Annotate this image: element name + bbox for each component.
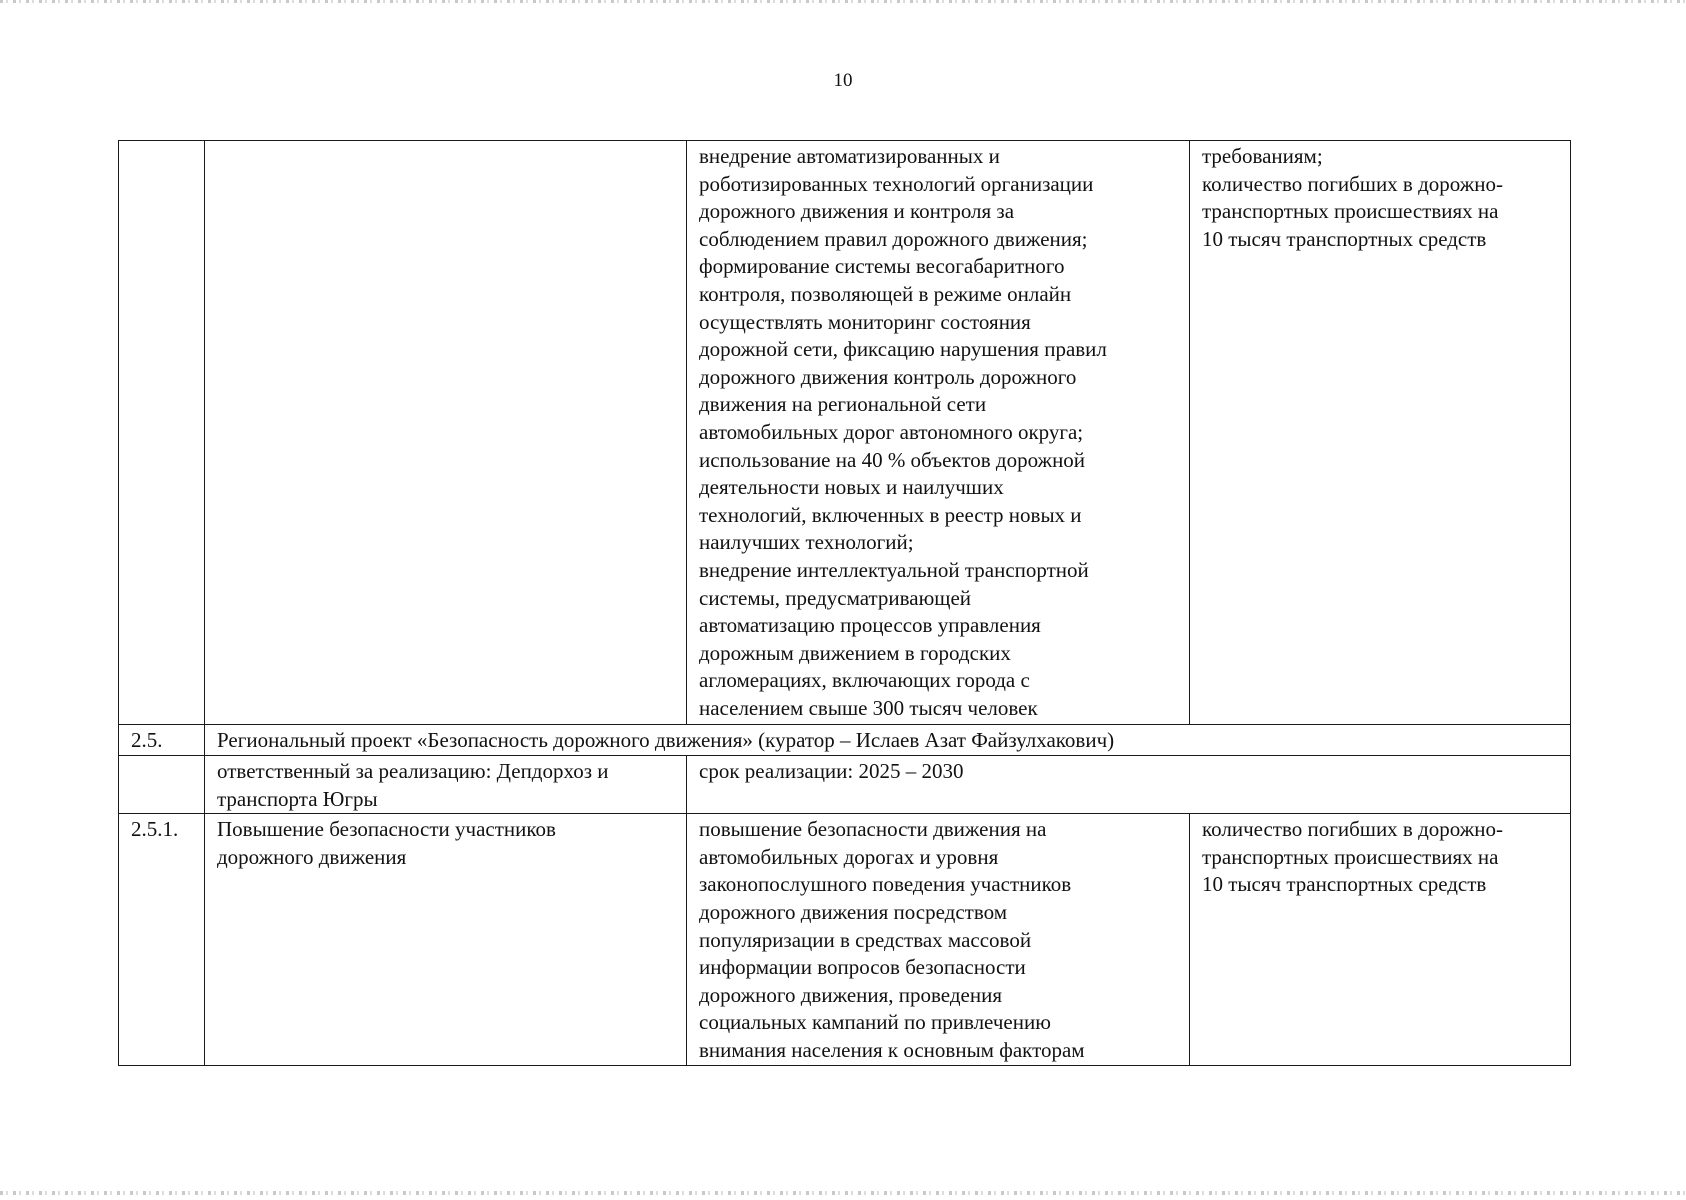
- row-number-cell: 2.5.: [119, 725, 205, 756]
- responsible-cell: ответственный за реализацию: Депдорхоз и транспорта Югры: [205, 756, 687, 814]
- measure-tasks-cell: повышение безопасности движения на автомобильных дорогах и уровня законопослушного поведения участников дорожного движения посредством популяризации в средствах массовой информации вопросов безопасности дорожного движения, проведения социальных кампаний по привлечению внимания населения к основным факторам: [687, 814, 1190, 1065]
- measure-tasks-cell: внедрение автоматизированных и роботизированных технологий организации дорожного движения и контроля за соблюдением правил дорожного движения; формирование системы весогабаритного контроля, позволяющей в режиме онлайн осуществлять мониторинг состояния дорожной сети, фиксацию нарушения правил дорожного движения контроль дорожного движения на региональной сети автомобильных дорог автономного округа; использование на 40 % объектов дорожной деятельности новых и наилучших технологий, включенных в реестр новых и наилучших технологий; внедрение интеллектуальной транспортной системы, предусматривающей автоматизацию процессов управления дорожным движением в городских агломерациях, включающих города с населением свыше 300 тысяч человек: [687, 141, 1190, 725]
- table-row-project-meta: [119, 756, 1571, 814]
- row-number-cell: [119, 756, 205, 814]
- measure-indicators-cell: требованиям; количество погибших в дорожно- транспортных происшествиях на 10 тысяч транспортных средств: [1190, 141, 1571, 725]
- table-row-project-title: [119, 725, 1571, 756]
- page-number: 10: [833, 70, 853, 91]
- scan-edge-top: [0, 0, 1686, 3]
- measure-name-cell: [205, 141, 687, 725]
- project-title-cell: Региональный проект «Безопасность дорожного движения» (куратор – Ислаев Азат Файзулхакович): [205, 725, 1571, 756]
- table-row-2-5-1: [119, 814, 1571, 1065]
- row-number-cell: 2.5.1.: [119, 814, 205, 1065]
- measures-table: [118, 140, 1571, 1066]
- measure-indicators-cell: количество погибших в дорожно- транспортных происшествиях на 10 тысяч транспортных средств: [1190, 814, 1571, 1065]
- measure-name-cell: Повышение безопасности участников дорожного движения: [205, 814, 687, 1065]
- table-row-continuation: [119, 141, 1571, 725]
- scan-edge-bottom: [0, 1191, 1686, 1195]
- row-number-cell: [119, 141, 205, 725]
- term-cell: срок реализации: 2025 – 2030: [687, 756, 1571, 814]
